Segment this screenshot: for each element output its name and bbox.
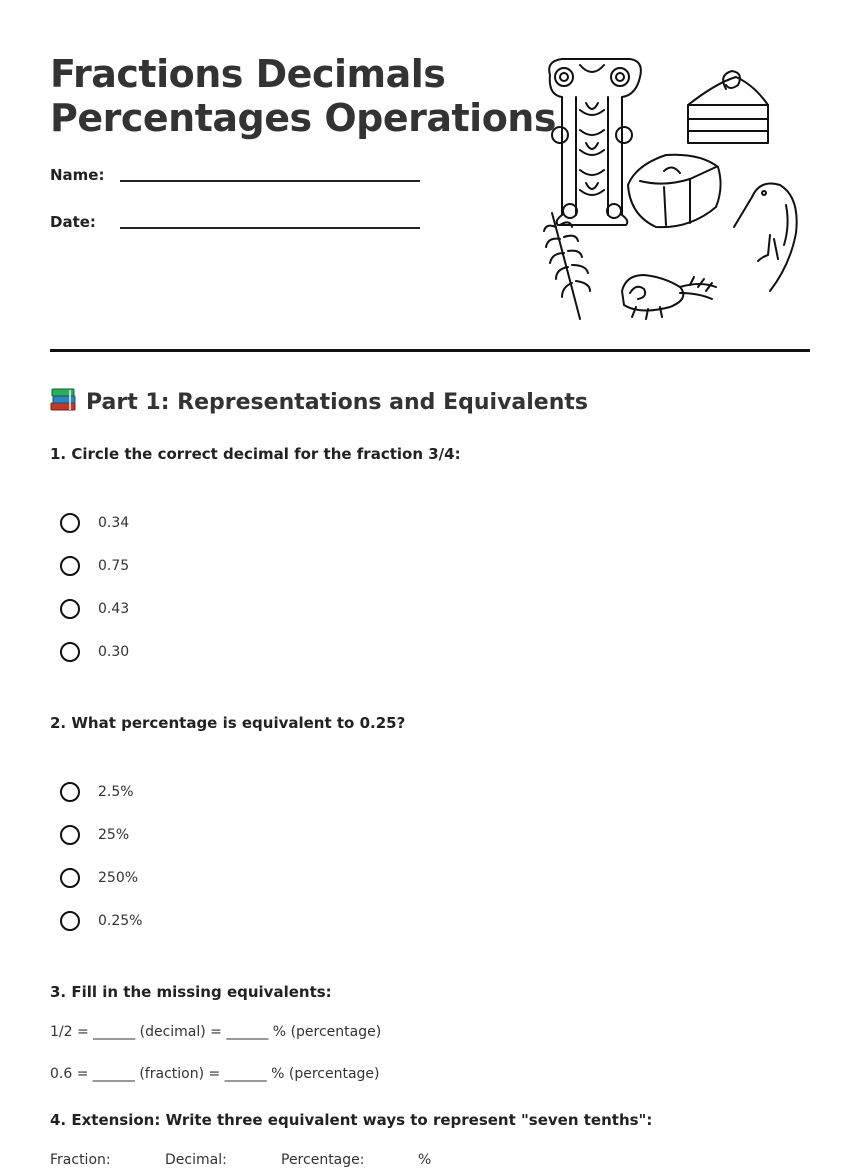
radio-circle[interactable] <box>60 782 80 802</box>
fraction-label: Fraction: <box>50 1152 111 1168</box>
option-label: 25% <box>98 827 130 843</box>
option-label: 0.30 <box>98 644 130 660</box>
decimal-label: Decimal: <box>165 1152 227 1168</box>
worksheet-page <box>50 0 810 1168</box>
carved-pillar-icon <box>549 59 641 225</box>
option-label: 250% <box>98 870 139 886</box>
percent-sign: % <box>418 1152 432 1168</box>
radio-circle[interactable] <box>60 513 80 533</box>
kiwi-bird-icon <box>734 184 797 292</box>
radio-circle[interactable] <box>60 868 80 888</box>
books-icon <box>50 388 78 412</box>
title-line-1: Fractions Decimals <box>50 52 446 96</box>
section-1-title: Part 1: Representations and Equivalents <box>86 390 588 415</box>
cake-slice-icon <box>688 71 768 143</box>
radio-circle[interactable] <box>60 911 80 931</box>
fern-icon <box>544 213 590 319</box>
radio-circle[interactable] <box>60 556 80 576</box>
percentage-label: Percentage: <box>281 1152 365 1168</box>
q3-line-2[interactable]: 0.6 = ______ (fraction) = ______ % (percentage) <box>50 1066 380 1082</box>
question-1-prompt: 1. Circle the correct decimal for the fraction 3/4: <box>50 445 461 463</box>
illustration-icon <box>540 55 810 325</box>
question-2-prompt: 2. What percentage is equivalent to 0.25? <box>50 714 406 732</box>
option-label: 0.75 <box>98 558 130 574</box>
q4-answer-row <box>50 1152 810 1172</box>
cheese-wheel-icon <box>628 155 721 227</box>
option-label: 0.34 <box>98 515 130 531</box>
date-line[interactable] <box>120 227 420 229</box>
radio-circle[interactable] <box>60 642 80 662</box>
option-label: 0.25% <box>98 913 143 929</box>
name-field <box>50 166 430 196</box>
option-label: 2.5% <box>98 784 134 800</box>
date-label: Date: <box>50 213 96 231</box>
header-divider <box>50 349 810 352</box>
name-label: Name: <box>50 166 105 184</box>
option-label: 0.43 <box>98 601 130 617</box>
worksheet-title <box>50 52 556 140</box>
date-field <box>50 213 430 243</box>
name-line[interactable] <box>120 180 420 182</box>
question-3-prompt: 3. Fill in the missing equivalents: <box>50 983 332 1001</box>
radio-circle[interactable] <box>60 825 80 845</box>
question-4-prompt: 4. Extension: Write three equivalent ways to represent "seven tenths": <box>50 1111 653 1129</box>
weta-insect-icon <box>622 275 716 319</box>
title-line-2: Percentages Operations <box>50 96 556 140</box>
radio-circle[interactable] <box>60 599 80 619</box>
section-1-heading <box>50 388 588 415</box>
q3-line-1[interactable]: 1/2 = ______ (decimal) = ______ % (percentage) <box>50 1024 382 1040</box>
